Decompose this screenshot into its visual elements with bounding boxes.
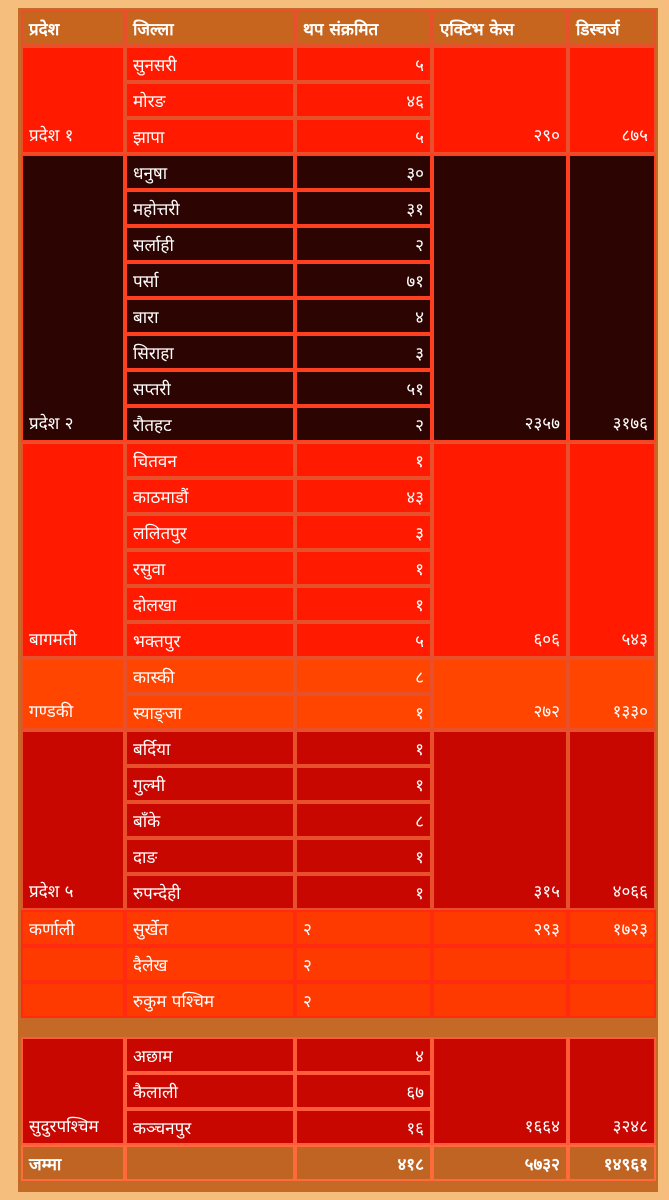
header-new-cases: थप संक्रमित — [295, 10, 432, 46]
district-name: सिराहा — [125, 334, 295, 370]
discharged-cases: १७२३ — [568, 910, 656, 946]
sudurpashchim-table — [21, 1037, 656, 1181]
district-name: दाङ — [125, 838, 295, 874]
district-name: अछाम — [125, 1037, 295, 1073]
district-name: रुपन्देही — [125, 874, 295, 910]
district-name: ललितपुर — [125, 514, 295, 550]
header-province: प्रदेश — [21, 10, 125, 46]
table-row — [21, 982, 656, 1018]
district-name: गुल्मी — [125, 766, 295, 802]
new-cases: ८ — [295, 658, 432, 694]
new-cases: ५ — [295, 118, 432, 154]
header-active: एक्टिभ केस — [432, 10, 568, 46]
district-name: कैलाली — [125, 1073, 295, 1109]
new-cases: ७१ — [295, 262, 432, 298]
new-cases: १ — [295, 766, 432, 802]
district-name: सुर्खेत — [125, 910, 295, 946]
new-cases: १ — [295, 838, 432, 874]
table-row — [21, 730, 656, 766]
active-cases: २७२ — [432, 658, 568, 730]
new-cases: १ — [295, 442, 432, 478]
new-cases: १६ — [295, 1109, 432, 1145]
table-row — [21, 1037, 656, 1073]
new-cases: २ — [295, 946, 432, 982]
discharged-cases: ४०६६ — [568, 730, 656, 910]
district-name: दोलखा — [125, 586, 295, 622]
discharged-cases: ५४३ — [568, 442, 656, 658]
district-name: बारा — [125, 298, 295, 334]
active-cases: १६६४ — [432, 1037, 568, 1145]
province-name: गण्डकी — [21, 658, 125, 730]
active-cases: ३१५ — [432, 730, 568, 910]
district-name: बर्दिया — [125, 730, 295, 766]
active-cases: २९० — [432, 46, 568, 154]
new-cases: १ — [295, 550, 432, 586]
discharged-cases: ३२४८ — [568, 1037, 656, 1145]
active-cases: २३५७ — [432, 154, 568, 442]
new-cases: २ — [295, 226, 432, 262]
total-discharged: १४९६१ — [568, 1145, 656, 1181]
table-row — [21, 154, 656, 190]
new-cases: ६७ — [295, 1073, 432, 1109]
district-name: मोरङ — [125, 82, 295, 118]
discharged-cases: ८७५ — [568, 46, 656, 154]
header-district: जिल्ला — [125, 10, 295, 46]
district-name: सर्लाही — [125, 226, 295, 262]
new-cases: ४६ — [295, 82, 432, 118]
district-name: महोत्तरी — [125, 190, 295, 226]
new-cases: ८ — [295, 802, 432, 838]
covid-table — [21, 10, 656, 1018]
new-cases: १ — [295, 586, 432, 622]
district-name: झापा — [125, 118, 295, 154]
new-cases: १ — [295, 730, 432, 766]
district-name: रुकुम पश्चिम — [125, 982, 295, 1018]
district-name: स्याङ्जा — [125, 694, 295, 730]
table-row — [21, 658, 656, 694]
district-name: धनुषा — [125, 154, 295, 190]
new-cases: २ — [295, 910, 432, 946]
active-cases — [432, 982, 568, 1018]
header-discharged: डिस्चर्ज — [568, 10, 656, 46]
new-cases: १ — [295, 694, 432, 730]
new-cases: ४३ — [295, 478, 432, 514]
new-cases: ४ — [295, 298, 432, 334]
new-cases: ५ — [295, 622, 432, 658]
district-name: कञ्चनपुर — [125, 1109, 295, 1145]
active-cases: २९३ — [432, 910, 568, 946]
new-cases: ३० — [295, 154, 432, 190]
district-name: रौतहट — [125, 406, 295, 442]
district-name: दैलेख — [125, 946, 295, 982]
new-cases: ३१ — [295, 190, 432, 226]
province-name — [21, 946, 125, 982]
new-cases: २ — [295, 982, 432, 1018]
new-cases: ५१ — [295, 370, 432, 406]
province-name: प्रदेश १ — [21, 46, 125, 154]
table-row — [21, 910, 656, 946]
table-row — [21, 946, 656, 982]
district-name: भक्तपुर — [125, 622, 295, 658]
district-name: सप्तरी — [125, 370, 295, 406]
district-name: सुनसरी — [125, 46, 295, 82]
discharged-cases — [568, 982, 656, 1018]
province-name — [21, 982, 125, 1018]
province-name: प्रदेश ५ — [21, 730, 125, 910]
total-new-cases: ४१८ — [295, 1145, 432, 1181]
total-label: जम्मा — [21, 1145, 125, 1181]
province-name: प्रदेश २ — [21, 154, 125, 442]
total-empty — [125, 1145, 295, 1181]
new-cases: १ — [295, 874, 432, 910]
discharged-cases: ३१७६ — [568, 154, 656, 442]
table-row — [21, 46, 656, 82]
district-name: बाँके — [125, 802, 295, 838]
district-name: पर्सा — [125, 262, 295, 298]
new-cases: ५ — [295, 46, 432, 82]
discharged-cases: १३३० — [568, 658, 656, 730]
total-active: ५७३२ — [432, 1145, 568, 1181]
new-cases: ३ — [295, 334, 432, 370]
province-name: बागमती — [21, 442, 125, 658]
new-cases: ३ — [295, 514, 432, 550]
new-cases: २ — [295, 406, 432, 442]
province-name: कर्णाली — [21, 910, 125, 946]
district-name: चितवन — [125, 442, 295, 478]
province-name: सुदुरपश्चिम — [21, 1037, 125, 1145]
discharged-cases — [568, 946, 656, 982]
district-name: रसुवा — [125, 550, 295, 586]
active-cases — [432, 946, 568, 982]
active-cases: ६०६ — [432, 442, 568, 658]
new-cases: ४ — [295, 1037, 432, 1073]
district-name: कास्की — [125, 658, 295, 694]
district-name: काठमाडौं — [125, 478, 295, 514]
total-row — [21, 1145, 656, 1181]
table-row — [21, 442, 656, 478]
